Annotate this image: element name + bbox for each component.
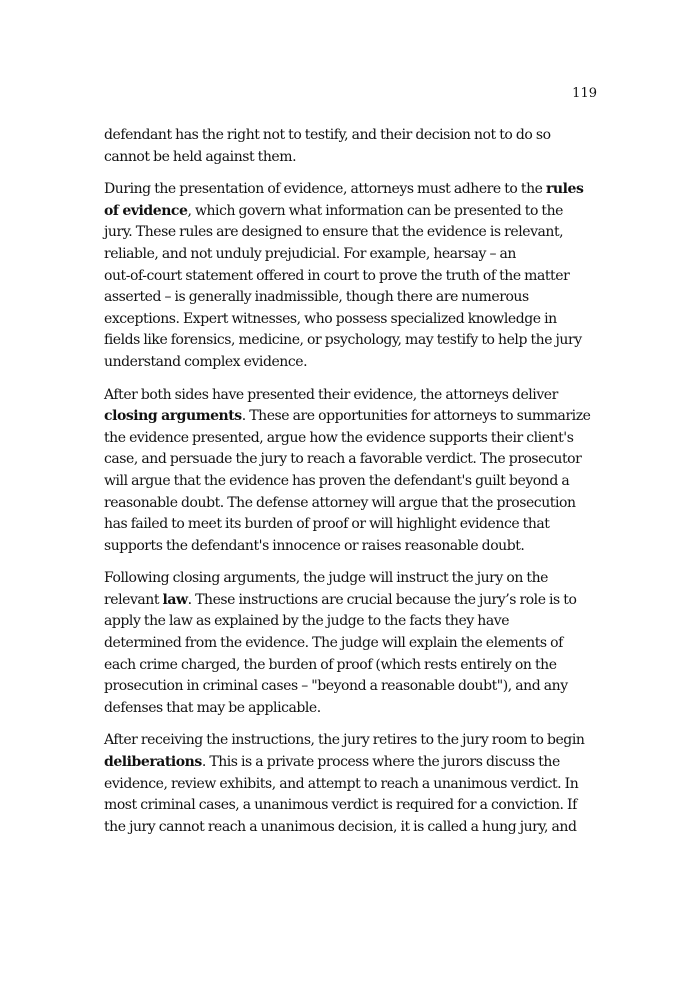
text-run: After both sides have presented their evidence, the attorneys deliver — [104, 386, 558, 403]
text-line — [104, 752, 598, 774]
text-run: defenses that may be applicable. — [104, 699, 321, 716]
text-run: defendant has the right not to testify, and their decision not to do so — [104, 127, 551, 143]
text-run: will argue that the evidence has proven the defendant's guilt beyond a — [104, 472, 570, 489]
text-run: exceptions. Expert witnesses, who possess specialized knowledge in — [104, 310, 557, 327]
text-line — [104, 449, 598, 471]
text-line — [104, 309, 598, 331]
text-line — [104, 590, 598, 612]
text-run: each crime charged, the burden of proof (which rests entirely on the — [104, 656, 557, 673]
text-run: out-of-court statement offered in court to prove the truth of the matter — [104, 267, 570, 284]
text-run: asserted – is generally inadmissible, though there are numerous — [104, 289, 529, 306]
page-number: 119 — [572, 86, 597, 101]
text-line — [104, 352, 598, 374]
text-run: apply the law as explained by the judge to the facts they have — [104, 613, 510, 630]
text-line — [104, 385, 598, 407]
text-line — [104, 428, 598, 450]
text-line — [104, 655, 598, 677]
text-run: During the presentation of evidence, attorneys must adhere to the — [104, 181, 546, 198]
text-line — [104, 147, 598, 169]
text-run: the jury cannot reach a unanimous decision, it is called a hung jury, and — [104, 818, 577, 835]
text-run: case, and persuade the jury to reach a favorable verdict. The prosecutor — [104, 451, 582, 468]
bold-term: deliberations — [104, 754, 202, 771]
text-run: determined from the evidence. The judge will explain the elements of — [104, 635, 563, 652]
text-run: fields like forensics, medicine, or psychology, may testify to help the jury — [104, 332, 582, 349]
text-line — [104, 676, 598, 698]
text-line — [104, 730, 598, 752]
text-run: reasonable doubt. The defense attorney will argue that the prosecution — [104, 494, 576, 511]
text-run: the evidence presented, argue how the evidence supports their client's — [104, 429, 574, 446]
text-run: After receiving the instructions, the jury retires to the jury room to begin — [104, 732, 585, 749]
text-run: prosecution in criminal cases – "beyond a reasonable doubt"), and any — [104, 678, 568, 695]
paragraph — [104, 125, 598, 168]
text-line — [104, 287, 598, 309]
text-line — [104, 536, 598, 558]
bold-term: of evidence — [104, 202, 188, 219]
bold-term: rules — [545, 181, 584, 198]
text-line — [104, 201, 598, 223]
text-line — [104, 698, 598, 720]
text-line — [104, 406, 598, 428]
text-line — [104, 244, 598, 266]
text-line — [104, 266, 598, 288]
text-line — [104, 125, 598, 147]
paragraph — [104, 179, 598, 373]
paragraph — [104, 568, 598, 719]
document-body — [104, 125, 598, 849]
text-run: jury. These rules are designed to ensure that the evidence is relevant, — [104, 224, 564, 241]
text-line — [104, 568, 598, 590]
text-run: relevant — [104, 591, 163, 608]
text-run: , which govern what information can be presented to the — [187, 202, 564, 219]
text-run: most criminal cases, a unanimous verdict is required for a conviction. If — [104, 797, 577, 814]
text-run: . These instructions are crucial because the jury’s role is to — [187, 591, 577, 608]
text-line — [104, 514, 598, 536]
text-line — [104, 633, 598, 655]
text-line — [104, 330, 598, 352]
text-run: evidence, review exhibits, and attempt to reach a unanimous verdict. In — [104, 775, 579, 792]
paragraph — [104, 385, 598, 558]
text-line — [104, 817, 598, 839]
text-run: understand complex evidence. — [104, 353, 308, 370]
text-line — [104, 774, 598, 796]
text-line — [104, 611, 598, 633]
text-run: Following closing arguments, the judge will instruct the jury on the — [104, 570, 548, 587]
text-run: reliable, and not unduly prejudicial. For example, hearsay – an — [104, 245, 516, 262]
text-line — [104, 179, 598, 201]
bold-term: closing arguments — [104, 408, 242, 425]
text-line — [104, 471, 598, 493]
text-run: . These are opportunities for attorneys to summarize — [241, 408, 591, 425]
text-run: has failed to meet its burden of proof or will highlight evidence that — [104, 516, 550, 533]
text-line — [104, 222, 598, 244]
text-run: cannot be held against them. — [104, 148, 297, 165]
text-line — [104, 795, 598, 817]
text-line — [104, 493, 598, 515]
text-run: . This is a private process where the jurors discuss the — [201, 754, 560, 771]
bold-term: law — [162, 591, 188, 608]
text-run: supports the defendant's innocence or raises reasonable doubt. — [104, 537, 525, 554]
paragraph — [104, 730, 598, 838]
